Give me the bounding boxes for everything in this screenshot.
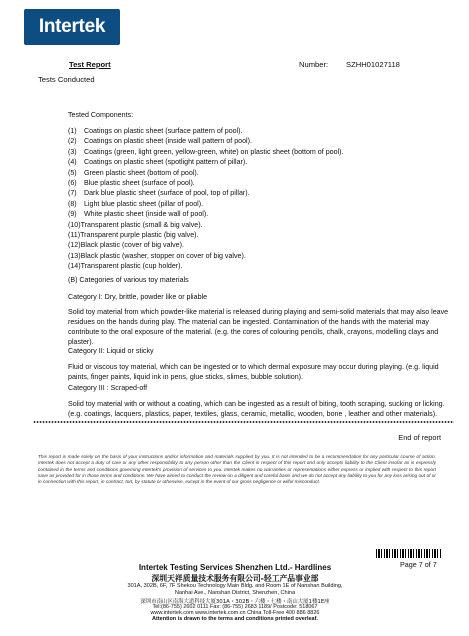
category-2-text: Fluid or viscous toy material, which can be ingested or to which dermal exposure may occur during playing. (e.g. liquid paints, finger paints, liquid ink in pens, glue sticks, slimes, bubble solution).: [68, 363, 439, 381]
legal-disclaimer: This report is made solely on the basis of your instructions and/or information and materials supplied by you. It is not intended to be a recommendation for any particular course of action. Intertek does not accept a duty of care or any other responsibility to any person other than the Client in respect of this report and only accepts liability to the Client insofar as is expressly contained in the terms and conditions governing Intertek's provision of services to you. Intertek makes no warranties or representations either express or implied with respect to this report save as provided for in those terms and conditions. We have aimed to conduct the review on a diligent and careful basis and we do not accept any liability to you for any loss arising out of or in connection with this report, in contract, tort, by statute or otherwise, except in the event of our gross negligence or wilful misconduct.: [38, 455, 436, 486]
list-item: (11)Transparent purple plastic (big valve).: [68, 230, 199, 239]
category-3-text: Solid toy material with or without a coating, which can be ingested as a result of biting, tooth scraping, sucking or licking. (e.g. coatings, lacquers, plastics, paper, textiles, glass, ceramic, metallic, wooden, bone , leather and other materials).: [68, 400, 445, 418]
list-item: (7) Dark blue plastic sheet (surface of pool, top of pillar).: [68, 189, 250, 198]
list-item: (1) Coatings on plastic sheet (surface pattern of pool).: [68, 127, 243, 135]
list-item: (12)Black plastic (cover of big valve).: [68, 241, 184, 250]
list-item: (9) White plastic sheet (inside wall of pool).: [68, 210, 209, 219]
footer-address-chinese: 深圳市南山区南海大道科技大厦301A・302B・六楼・七楼・南山大厦1楼1E座: [140, 599, 330, 605]
list-item: (14)Transparent plastic (cup holder).: [68, 262, 183, 271]
tested-components-list: [68, 126, 453, 271]
report-number-label: Number:: [299, 60, 329, 69]
footer-attention: Attention is drawn to the terms and conditions printed overleaf.: [152, 616, 318, 622]
footer-address-line-2: Nanhai Ave., Nanshan District, Shenzhen, China: [174, 590, 296, 596]
list-item: (5) Green plastic sheet (bottom of pool).: [68, 168, 199, 177]
category-2-title: Category II: Liquid or sticky: [68, 347, 154, 355]
footer-contact: Tel:(86-755) 2602 0111 Fax: (86-755) 2683 1189/ Postcode: 518067: [152, 604, 318, 610]
list-item: (2) Coatings on plastic sheet (inside wall pattern of pool).: [68, 137, 252, 146]
page-number: Page 7 of 7: [400, 560, 437, 569]
list-item: (4) Coatings on plastic sheet (spotlight pattern of pillar).: [68, 158, 248, 167]
tests-conducted-heading: Tests Conducted: [38, 75, 95, 84]
tested-components-heading: Tested Components:: [68, 111, 134, 119]
category-1-title: Category I: Dry, brittle, powder like or pliable: [68, 293, 208, 301]
footer-company-chinese: 深圳天祥质量技术服务有限公司-轻工产品事业部: [151, 574, 319, 583]
list-item: (13)Black plastic (washer, stopper on cover of big valve).: [68, 251, 246, 260]
list-item: (8) Light blue plastic sheet (pillar of pool).: [68, 199, 204, 208]
categories-section-title: (B) Categories of various toy materials: [68, 276, 189, 284]
test-report-label: Test Report: [69, 60, 111, 69]
category-3-title: Category III : Scraped-off: [68, 384, 148, 392]
end-of-report: End of report: [398, 433, 441, 442]
footer-address-line-1: 301A, 302B, 6F, 7F Shekou Technology Main Bldg. and Room 1E of Nanshan Building,: [127, 583, 343, 589]
asterisk-divider: [33, 420, 454, 424]
barcode-icon: [376, 549, 442, 558]
list-item: (3) Coatings (green, light green, yellow-green, white) on plastic sheet (bottom of pool).: [68, 147, 344, 156]
report-number: SZHH01027118: [346, 60, 400, 69]
category-1-text: Solid toy material from which powder-like material is released during playing and semi-solid materials that may also leave residues on the hands during play. The material can be ingested. Contamination of the hands with the material may contribute to the oral exposure of the material. (e.g. the cores of colouring pencils, chalk, crayons, modelling clays and plaster).: [68, 308, 449, 346]
list-item: (10)Transparent plastic (small & big valve).: [68, 220, 203, 229]
intertek-logo: Intertek: [24, 9, 120, 45]
footer-websites: www.intertek.com www.intertek.com.cn China Toll-Free 400 886 8826: [150, 610, 320, 616]
footer-company: Intertek Testing Services Shenzhen Ltd.- Hardlines: [138, 563, 332, 572]
list-item: (6) Blue plastic sheet (surface of pool).: [68, 178, 195, 187]
